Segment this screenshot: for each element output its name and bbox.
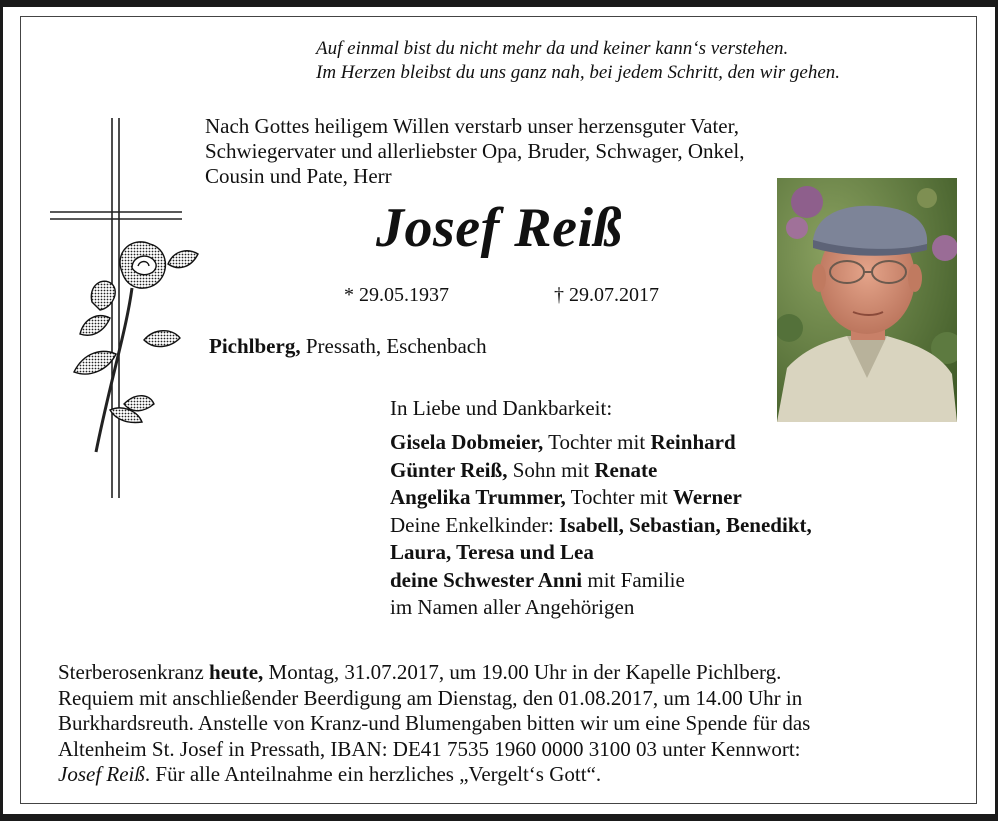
intro-line-3: Cousin und Pate, Herr [205,164,392,188]
portrait-photo [777,178,957,422]
family-relation: Tochter mit [543,430,651,454]
service-line-4: Altenheim St. Josef in Pressath, IBAN: DE41 7535 1960 0000 3100 03 unter Kennwort: [58,736,801,761]
death-date: † 29.07.2017 [554,284,659,306]
service-info [58,660,810,788]
keyword: Josef Reiß [58,762,145,786]
service-line-1 [58,660,810,686]
family-relation: Tochter mit [565,485,674,509]
family-relation: Sohn mit [507,457,595,482]
rosary-today: heute, [209,660,264,684]
grandchildren-label: Deine Enkelkinder: [390,512,560,537]
grandchildren-names-cont: Laura, Teresa und Lea [390,540,594,564]
cross-with-rose-icon [40,112,200,512]
service-line-5 [58,762,810,788]
family-row [390,429,812,457]
family-row [390,457,812,485]
intro-text [205,114,744,189]
poem-line-2: Im Herzen bleibst du uns ganz nah, bei jedem Schritt, den wir gehen. [316,62,841,83]
family-closing: im Namen aller Angehörigen [390,595,635,619]
place-rest: Pressath, Eschenbach [300,334,487,358]
rosary-details: Montag, 31.07.2017, um 19.00 Uhr in der Kapelle Pichlberg. [263,660,782,684]
thanks-text: . Für alle Anteilnahme ein herzliches „Vergelt‘s Gott“. [144,762,602,786]
service-line-3: Burkhardsreuth. Anstelle von Kranz-und Blumengaben bitten wir um eine Spende für das [58,711,811,735]
family-partner: Werner [673,485,742,509]
family-name: Günter Reiß, [390,457,508,482]
family-name: Gisela Dobmeier, [390,430,544,454]
family-row [390,539,812,567]
family-name: Angelika Trummer, [390,485,566,509]
poem-line-1: Auf einmal bist du nicht mehr da und keiner kann‘s verstehen. [316,38,789,59]
family-row [390,567,812,595]
rosary-label: Sterberosenkranz [58,660,210,684]
family-list [390,429,812,622]
family-partner: Reinhard [650,430,736,454]
service-line-2: Requiem mit anschließender Beerdigung am Dienstag, den 01.08.2017, um 14.00 Uhr in [58,685,803,710]
family-heading: In Liebe und Dankbarkeit: [390,396,613,420]
birth-date: * 29.05.1937 [344,284,449,306]
family-partner: Renate [594,457,658,482]
intro-line-1: Nach Gottes heiligem Willen verstarb unser herzensguter Vater, [205,114,740,138]
intro-line-2: Schwiegervater und allerliebster Opa, Bruder, Schwager, Onkel, [205,139,745,163]
poem [316,37,840,85]
family-relation: mit Familie [582,567,685,592]
deceased-name: Josef Reiß [376,197,623,259]
place-main: Pichlberg, [209,334,301,358]
family-name: deine Schwester Anni [390,567,583,592]
grandchildren-names: Isabell, Sebastian, Benedikt, [559,512,812,537]
family-row [390,512,812,540]
family-row [390,594,812,622]
family-row [390,484,812,512]
place-line [209,334,487,359]
